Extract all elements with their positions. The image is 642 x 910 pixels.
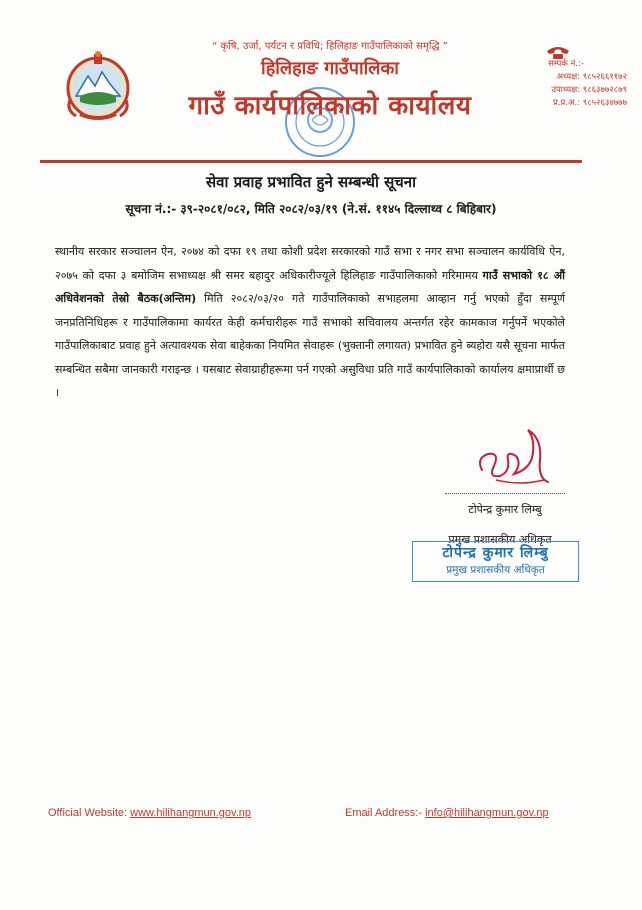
contact-line: उपाध्यक्ष: ९८६३७७२८७९ xyxy=(551,85,627,95)
notice-body-highlight: गाउँ सभाको १८ औं अधिवेशनको तेस्रो बैठक(अन्तिम) xyxy=(55,268,565,305)
stamp-title: प्रमुख प्रशासकीय अधिकृत xyxy=(446,564,545,576)
signature-line xyxy=(445,493,565,494)
contact-line: प्र.प्र.अ.: ९८५२६३४७७७ xyxy=(552,98,627,108)
municipality-name: हिलिहाङ गाउँपालिका xyxy=(261,58,399,79)
nepal-emblem-logo xyxy=(62,50,134,122)
website-link[interactable]: www.hilihangmun.gov.np xyxy=(130,807,251,819)
contact-block xyxy=(505,58,627,110)
stamp-name: टोपेन्द्र कुमार लिम्बु xyxy=(442,545,549,561)
header-divider xyxy=(40,160,582,163)
office-name: गाउँ कार्यपालिकाको कार्यालय xyxy=(188,91,472,121)
handwritten-signature xyxy=(470,420,560,495)
website-label: Official Website: xyxy=(48,807,131,819)
notice-body-text: मिति २०८२/०३/२० गते गाउँपालिकाको सभाहलमा आव्हान गर्नु भएको हुँदा सम्पूर्ण जनप्रतिनिधिहरू र गाउँपालिकामा कार्यरत केही कर्मचारीहरू गाउँ सभाको सचिवालय अन्तर्गत रहेर कामकाज गर्नुपर्ने भएकोले गाउँपालिकाबाट प्रवाह हुने अत्यावश्यक सेवा बाहेकका नियमित सेवाहरू (भुक्तानी लगायत) प्रभावित हुने ब्यहोरा यसै सूचना मार्फत सम्बन्धित सबैमा जानकारी गराइन्छ । यसबाट सेवाग्राहीहरूमा पर्न गएको असुविधा प्रति गाउँ कार्यपालिकाको कार्यालय क्षमाप्रार्थी छ । xyxy=(55,292,565,399)
contact-line: अध्यक्ष: ९८५२६६११७२ xyxy=(556,72,627,82)
email-label: Email Address:- xyxy=(345,807,426,819)
footer-website xyxy=(48,807,251,819)
contact-title: सम्पर्क नं.:- xyxy=(548,59,584,69)
email-link[interactable]: info@hilihangmun.gov.np xyxy=(425,807,549,819)
notice-body-text: स्थानीय सरकार सञ्चालन ऐन, २०७४ को दफा १९ तथा कोशी प्रदेश सरकारको गाउँ सभा र नगर सभा सञ्चालन कार्यविधि ऐन, २०७५ को दफा ३ बमोजिम सभाध्यक्ष श्री समर बहादुर अधिकारीज्यूले हिलिहाङ गाउँपालिकाको गरिमामय xyxy=(55,245,565,282)
footer-email xyxy=(345,807,549,819)
header-tagline: “ कृषि, उर्जा, पर्यटन र प्रविधि; हिलिहाङ गाउँपालिकाको समृद्धि ” xyxy=(212,41,448,52)
notice-body xyxy=(55,240,565,405)
notice-reference: सूचना नं.:- ३९-२०८१/०८२, मिति २०८२/०३/१९ (ने.सं. ११४५ दिल्लाथ्व ८ बिहिबार) xyxy=(125,202,497,216)
signer-title: प्रमुख प्रशासकीय अधिकृत xyxy=(448,533,552,546)
signature-stamp xyxy=(412,541,579,582)
notice-title: सेवा प्रवाह प्रभावित हुने सम्बन्धी सूचना xyxy=(206,173,416,191)
signer-name: टोपेन्द्र कुमार लिम्बु xyxy=(468,503,542,516)
